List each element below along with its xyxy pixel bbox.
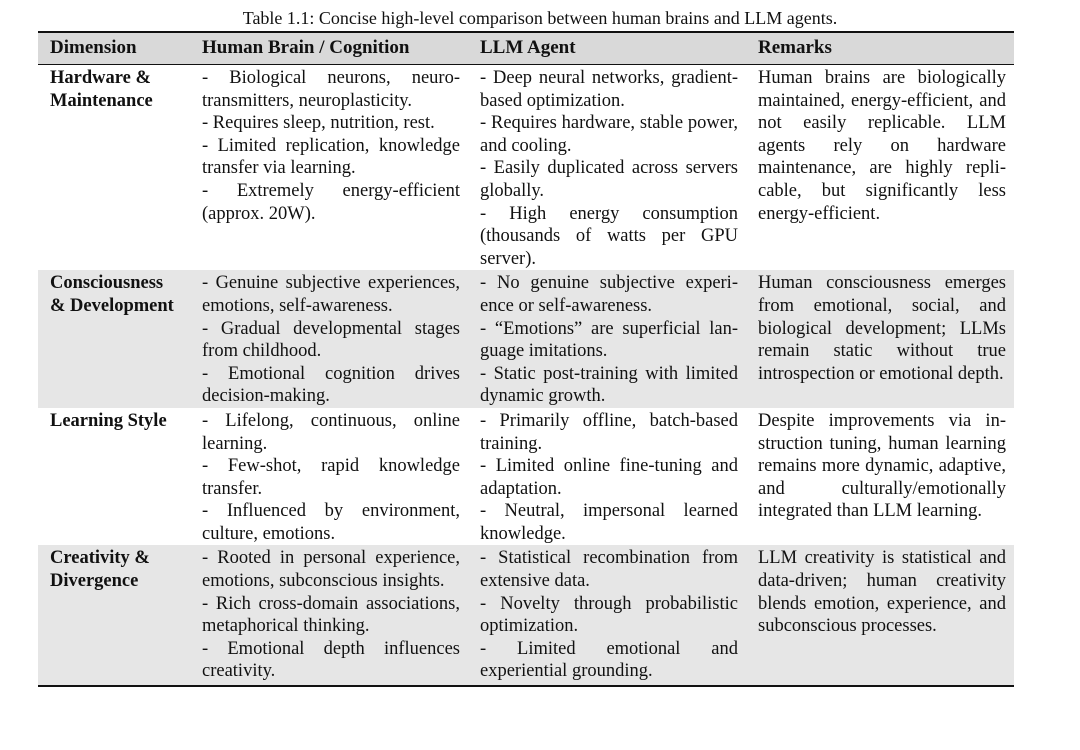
remark-text: Human consciousness emerges from emotional, social, and biological development; LLMs remain static without true introspection or emotional depth. — [758, 273, 1006, 384]
list-item: - Requires hardware, stable power, and cooling. — [480, 113, 738, 156]
list-item: - Neutral, impersonal learned knowledge. — [480, 501, 738, 544]
dimension-cell: Hardware & Maintenance — [50, 68, 153, 111]
header-row — [38, 32, 1014, 65]
list-item: - Deep neural networks, gradient-based optimization. — [480, 68, 738, 111]
header-human-brain: Human Brain / Cognition — [190, 32, 468, 65]
list-item: - Static post-training with limited dynamic growth. — [480, 363, 738, 407]
list-item: - Statistical recombination from extensive data. — [480, 548, 738, 592]
list-item: - No genuine subjective experience or self-awareness. — [480, 273, 738, 316]
llm-cell — [468, 65, 746, 271]
list-item: - Limited replication, knowledge transfer via learning. — [202, 135, 460, 179]
list-item: - Emotional depth influences creativity. — [202, 638, 460, 682]
remark-text: Human brains are biologically maintained, energy-efficient, and not easily replicable. LLM agents rely on hardware maintenance, are highly replicable, but significantly less energy-efficient. — [758, 68, 1006, 224]
list-item: - Limited online fine-tuning and adaptation. — [480, 456, 738, 499]
list-item: - Emotional cognition drives decision-making. — [202, 363, 460, 407]
list-item: - Rich cross-domain associations, metaphorical thinking. — [202, 593, 460, 637]
remark-text: Despite improvements via instruction tuning, human learning remains more dynamic, adaptive, and culturally/emotionally integrated than LLM learning. — [758, 410, 1006, 522]
human-cell — [190, 65, 468, 271]
comparison-table — [38, 31, 1014, 687]
list-item: - Extremely energy-efficient (approx. 20W). — [202, 180, 460, 224]
table-row — [38, 408, 1014, 546]
remark-text: LLM creativity is statistical and data-driven; human creativity blends emotion, experience, and subconscious processes. — [758, 548, 1006, 637]
list-item: - Genuine subjective experiences, emotions, self-awareness. — [202, 273, 460, 316]
list-item: - High energy consumption (thousands of watts per GPU server). — [480, 203, 738, 269]
human-cell — [190, 545, 468, 686]
list-item: - Gradual developmental stages from childhood. — [202, 318, 460, 362]
list-item: - Easily duplicated across servers globally. — [480, 158, 738, 201]
human-cell — [190, 408, 468, 546]
remarks-cell — [746, 65, 1014, 271]
remarks-cell — [746, 545, 1014, 686]
dimension-cell: Consciousness & Development — [50, 273, 174, 316]
list-item: - Primarily offline, batch-based training. — [480, 410, 738, 454]
list-item: - Few-shot, rapid knowledge transfer. — [202, 456, 460, 499]
list-item: - Biological neurons, neurotransmitters, neuroplasticity. — [202, 68, 460, 111]
remarks-cell — [746, 408, 1014, 546]
list-item: - Limited emotional and experiential grounding. — [480, 638, 738, 682]
list-item: - Influenced by environment, culture, emotions. — [202, 501, 460, 544]
llm-cell — [468, 270, 746, 408]
header-dimension: Dimension — [38, 32, 190, 65]
llm-cell — [468, 545, 746, 686]
list-item: - Rooted in personal experience, emotions, subconscious insights. — [202, 548, 460, 592]
list-item: - Requires sleep, nutrition, rest. — [202, 113, 435, 134]
dimension-cell: Learning Style — [50, 410, 167, 431]
list-item: - “Emotions” are superficial language imitations. — [480, 318, 738, 362]
llm-cell — [468, 408, 746, 546]
table-row — [38, 65, 1014, 271]
dimension-cell: Creativity & Divergence — [38, 545, 190, 686]
header-remarks: Remarks — [746, 32, 1014, 65]
header-llm-agent: LLM Agent — [468, 32, 746, 65]
table-row — [38, 545, 1014, 686]
list-item: - Novelty through probabilistic optimization. — [480, 593, 738, 637]
human-cell — [190, 270, 468, 408]
table-row — [38, 270, 1014, 408]
remarks-cell — [746, 270, 1014, 408]
table-caption: Table 1.1: Concise high-level comparison between human brains and LLM agents. — [242, 8, 838, 28]
list-item: - Lifelong, continuous, online learning. — [202, 410, 460, 454]
